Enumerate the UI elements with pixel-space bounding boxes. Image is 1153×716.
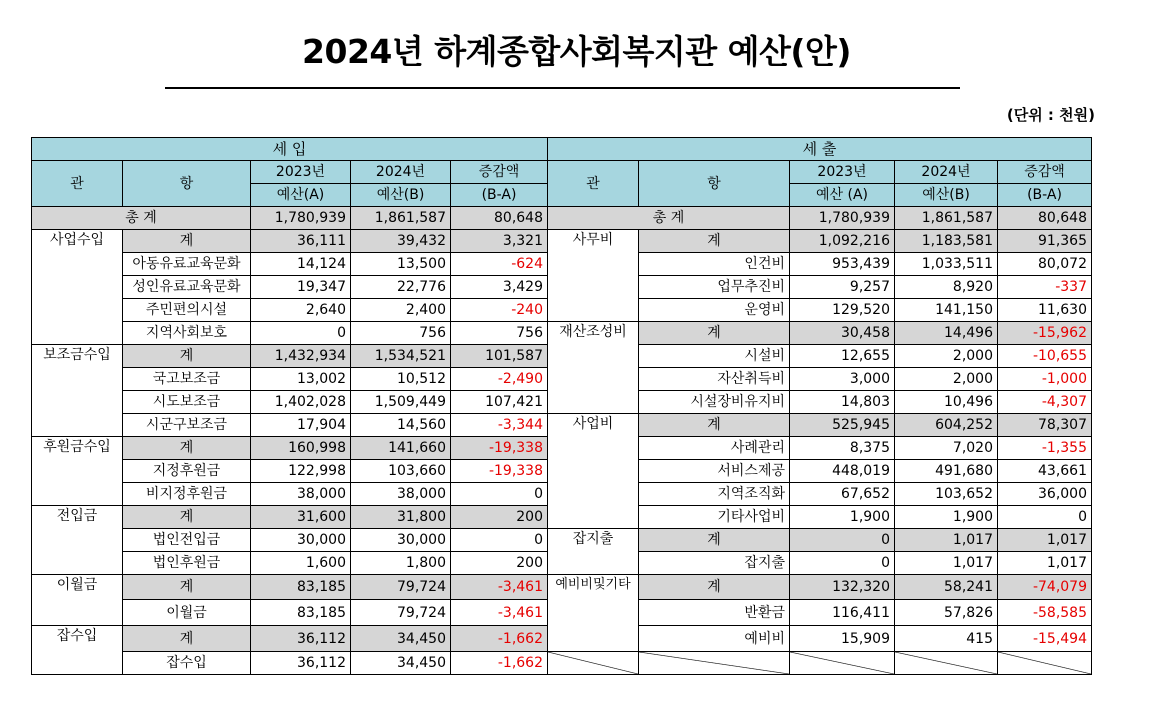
expense-value-2023: 12,655 <box>790 345 895 368</box>
expense-header-2023-year: 2023년 <box>790 161 895 184</box>
income-total-2024: 1,861,587 <box>351 207 451 230</box>
income-item-label: 이월금 <box>123 600 251 626</box>
income-value-diff: 101,587 <box>451 345 548 368</box>
expense-value-2023: 116,411 <box>790 600 895 626</box>
income-value-2024: 103,660 <box>351 460 451 483</box>
income-value-diff: -2,490 <box>451 368 548 391</box>
income-value-diff: -3,461 <box>451 575 548 600</box>
income-value-2024: 1,509,449 <box>351 391 451 414</box>
expense-value-2023: 0 <box>790 529 895 552</box>
expense-header-diff-formula: (B-A) <box>998 184 1092 207</box>
expense-subtotal-label: 계 <box>639 230 790 253</box>
expense-header-gwan: 관 <box>548 161 639 207</box>
expense-value-2024: 14,496 <box>895 322 998 345</box>
expense-value-diff: 78,307 <box>998 414 1092 437</box>
budget-row <box>32 529 1092 552</box>
income-value-2023: 83,185 <box>251 600 351 626</box>
income-value-2024: 39,432 <box>351 230 451 253</box>
expense-value-2023: 15,909 <box>790 626 895 652</box>
expense-subtotal-label: 계 <box>639 575 790 600</box>
income-subtotal-label: 계 <box>123 230 251 253</box>
expense-category: 재산조성비 <box>548 322 639 414</box>
income-value-diff: -19,338 <box>451 437 548 460</box>
income-value-2023: 83,185 <box>251 575 351 600</box>
income-subtotal-label: 계 <box>123 575 251 600</box>
expense-value-2024: 8,920 <box>895 276 998 299</box>
empty-cell-diagonal <box>548 652 639 675</box>
expense-value-2023: 9,257 <box>790 276 895 299</box>
expense-value-2024: 415 <box>895 626 998 652</box>
expense-subtotal-label: 계 <box>639 414 790 437</box>
expense-value-2023: 953,439 <box>790 253 895 276</box>
income-value-2024: 14,560 <box>351 414 451 437</box>
income-value-2024: 30,000 <box>351 529 451 552</box>
column-header-row-1 <box>32 161 1092 184</box>
expense-item-label: 사례관리 <box>639 437 790 460</box>
income-category: 이월금 <box>32 575 123 626</box>
income-value-diff: -19,338 <box>451 460 548 483</box>
income-value-2024: 10,512 <box>351 368 451 391</box>
expense-value-diff: 91,365 <box>998 230 1092 253</box>
expense-header-2023-budget: 예산 (A) <box>790 184 895 207</box>
expense-value-2024: 10,496 <box>895 391 998 414</box>
income-value-2023: 0 <box>251 322 351 345</box>
expense-item-label: 시설장비유지비 <box>639 391 790 414</box>
expense-value-2023: 30,458 <box>790 322 895 345</box>
income-value-2023: 160,998 <box>251 437 351 460</box>
expense-subtotal-label: 계 <box>639 529 790 552</box>
budget-row <box>32 575 1092 600</box>
income-value-2023: 38,000 <box>251 483 351 506</box>
expense-value-2024: 1,900 <box>895 506 998 529</box>
income-value-2024: 34,450 <box>351 652 451 675</box>
empty-cell-diagonal <box>639 652 790 675</box>
income-value-2024: 79,724 <box>351 575 451 600</box>
expense-header-2024-budget: 예산(B) <box>895 184 998 207</box>
income-header-2024-budget: 예산(B) <box>351 184 451 207</box>
expense-value-diff: -15,494 <box>998 626 1092 652</box>
expense-value-2024: 7,020 <box>895 437 998 460</box>
expense-value-diff: -74,079 <box>998 575 1092 600</box>
income-header-2024-year: 2024년 <box>351 161 451 184</box>
income-value-2023: 17,904 <box>251 414 351 437</box>
income-category: 잡수입 <box>32 626 123 675</box>
expense-subtotal-label: 계 <box>639 322 790 345</box>
income-value-2023: 19,347 <box>251 276 351 299</box>
expense-item-label: 운영비 <box>639 299 790 322</box>
income-value-2024: 79,724 <box>351 600 451 626</box>
income-item-label: 잡수입 <box>123 652 251 675</box>
empty-cell-diagonal <box>790 652 895 675</box>
income-item-label: 주민편의시설 <box>123 299 251 322</box>
expense-value-2024: 141,150 <box>895 299 998 322</box>
expense-value-diff: -4,307 <box>998 391 1092 414</box>
page-title: 2024년 하계종합사회복지관 예산(안) <box>302 32 851 71</box>
expense-total-label: 총 계 <box>548 207 790 230</box>
expense-category: 예비비및기타 <box>548 575 639 652</box>
income-item-label: 시도보조금 <box>123 391 251 414</box>
empty-cell-diagonal <box>998 652 1092 675</box>
expense-total-2023: 1,780,939 <box>790 207 895 230</box>
expense-value-diff: 43,661 <box>998 460 1092 483</box>
expense-value-diff: 80,072 <box>998 253 1092 276</box>
expense-value-2024: 604,252 <box>895 414 998 437</box>
expense-item-label: 자산취득비 <box>639 368 790 391</box>
income-value-2024: 31,800 <box>351 506 451 529</box>
expense-total-diff: 80,648 <box>998 207 1092 230</box>
income-value-2024: 13,500 <box>351 253 451 276</box>
expense-value-diff: 1,017 <box>998 529 1092 552</box>
income-value-2023: 13,002 <box>251 368 351 391</box>
budget-row <box>32 414 1092 437</box>
expense-value-2023: 1,900 <box>790 506 895 529</box>
income-value-2024: 141,660 <box>351 437 451 460</box>
income-total-diff: 80,648 <box>451 207 548 230</box>
expense-value-2024: 58,241 <box>895 575 998 600</box>
expense-value-diff: -58,585 <box>998 600 1092 626</box>
income-item-label: 성인유료교육문화 <box>123 276 251 299</box>
budget-table-body <box>32 138 1092 675</box>
expense-value-diff: 1,017 <box>998 552 1092 575</box>
income-value-2023: 122,998 <box>251 460 351 483</box>
expense-value-2023: 1,092,216 <box>790 230 895 253</box>
income-value-diff: 200 <box>451 506 548 529</box>
section-header-row <box>32 138 1092 161</box>
income-value-2023: 36,111 <box>251 230 351 253</box>
expense-value-diff: 11,630 <box>998 299 1092 322</box>
income-value-2024: 22,776 <box>351 276 451 299</box>
income-value-diff: -3,344 <box>451 414 548 437</box>
income-value-diff: -1,662 <box>451 652 548 675</box>
income-value-2023: 30,000 <box>251 529 351 552</box>
expense-item-label: 지역조직화 <box>639 483 790 506</box>
expense-value-2024: 2,000 <box>895 368 998 391</box>
income-item-label: 지정후원금 <box>123 460 251 483</box>
budget-table <box>31 137 1092 675</box>
income-total-2023: 1,780,939 <box>251 207 351 230</box>
income-subtotal-label: 계 <box>123 506 251 529</box>
income-header-diff-formula: (B-A) <box>451 184 548 207</box>
expense-header-2024-year: 2024년 <box>895 161 998 184</box>
income-category: 전입금 <box>32 506 123 575</box>
expense-value-2023: 67,652 <box>790 483 895 506</box>
expense-item-label: 업무추진비 <box>639 276 790 299</box>
expense-header-diff: 증감액 <box>998 161 1092 184</box>
expense-total-2024: 1,861,587 <box>895 207 998 230</box>
expense-value-2024: 1,017 <box>895 529 998 552</box>
expense-value-2024: 1,033,511 <box>895 253 998 276</box>
expense-item-label: 기타사업비 <box>639 506 790 529</box>
expense-item-label: 서비스제공 <box>639 460 790 483</box>
income-value-diff: 3,429 <box>451 276 548 299</box>
unit-label: (단위 : 천원) <box>1006 106 1095 124</box>
income-value-2023: 36,112 <box>251 626 351 652</box>
total-row <box>32 207 1092 230</box>
expense-value-diff: -1,000 <box>998 368 1092 391</box>
income-item-label: 법인전입금 <box>123 529 251 552</box>
expense-item-label: 예비비 <box>639 626 790 652</box>
expense-value-diff: -337 <box>998 276 1092 299</box>
expense-item-label: 인건비 <box>639 253 790 276</box>
income-item-label: 비지정후원금 <box>123 483 251 506</box>
budget-row <box>32 230 1092 253</box>
income-value-2023: 31,600 <box>251 506 351 529</box>
income-header-diff: 증감액 <box>451 161 548 184</box>
expense-item-label: 잡지출 <box>639 552 790 575</box>
income-value-2024: 1,800 <box>351 552 451 575</box>
income-value-diff: 0 <box>451 483 548 506</box>
income-item-label: 법인후원금 <box>123 552 251 575</box>
income-header-2023-budget: 예산(A) <box>251 184 351 207</box>
expense-value-2023: 129,520 <box>790 299 895 322</box>
expense-value-diff: -10,655 <box>998 345 1092 368</box>
income-value-2023: 36,112 <box>251 652 351 675</box>
expense-value-2023: 525,945 <box>790 414 895 437</box>
expense-value-2023: 3,000 <box>790 368 895 391</box>
income-value-diff: 3,321 <box>451 230 548 253</box>
income-value-2023: 14,124 <box>251 253 351 276</box>
expense-value-2024: 103,652 <box>895 483 998 506</box>
empty-cell-diagonal <box>895 652 998 675</box>
expense-value-2023: 0 <box>790 552 895 575</box>
income-value-2024: 1,534,521 <box>351 345 451 368</box>
income-value-diff: -624 <box>451 253 548 276</box>
expense-value-diff: -1,355 <box>998 437 1092 460</box>
income-value-2023: 1,432,934 <box>251 345 351 368</box>
income-header-2023-year: 2023년 <box>251 161 351 184</box>
expense-value-diff: 36,000 <box>998 483 1092 506</box>
income-value-diff: 200 <box>451 552 548 575</box>
expense-section-header: 세 출 <box>548 138 1092 161</box>
income-subtotal-label: 계 <box>123 345 251 368</box>
expense-item-label: 반환금 <box>639 600 790 626</box>
income-subtotal-label: 계 <box>123 437 251 460</box>
income-value-diff: 756 <box>451 322 548 345</box>
income-total-label: 총 계 <box>32 207 251 230</box>
income-value-2024: 34,450 <box>351 626 451 652</box>
expense-header-hang: 항 <box>639 161 790 207</box>
income-value-diff: 107,421 <box>451 391 548 414</box>
income-value-2023: 1,402,028 <box>251 391 351 414</box>
income-value-diff: 0 <box>451 529 548 552</box>
income-item-label: 국고보조금 <box>123 368 251 391</box>
income-item-label: 지역사회보호 <box>123 322 251 345</box>
income-value-2023: 2,640 <box>251 299 351 322</box>
expense-value-2024: 491,680 <box>895 460 998 483</box>
income-value-diff: -240 <box>451 299 548 322</box>
income-header-gwan: 관 <box>32 161 123 207</box>
income-item-label: 아동유료교육문화 <box>123 253 251 276</box>
income-category: 사업수입 <box>32 230 123 345</box>
income-value-2024: 756 <box>351 322 451 345</box>
income-value-diff: -3,461 <box>451 600 548 626</box>
income-item-label: 시군구보조금 <box>123 414 251 437</box>
expense-value-diff: -15,962 <box>998 322 1092 345</box>
title-underline <box>165 87 960 89</box>
income-subtotal-label: 계 <box>123 626 251 652</box>
expense-value-2023: 132,320 <box>790 575 895 600</box>
income-section-header: 세 입 <box>32 138 548 161</box>
expense-value-2024: 57,826 <box>895 600 998 626</box>
expense-item-label: 시설비 <box>639 345 790 368</box>
expense-value-2024: 2,000 <box>895 345 998 368</box>
budget-row <box>32 322 1092 345</box>
income-header-hang: 항 <box>123 161 251 207</box>
expense-category: 사무비 <box>548 230 639 322</box>
expense-value-diff: 0 <box>998 506 1092 529</box>
income-value-2024: 2,400 <box>351 299 451 322</box>
expense-value-2023: 448,019 <box>790 460 895 483</box>
expense-value-2023: 8,375 <box>790 437 895 460</box>
budget-row <box>32 652 1092 675</box>
expense-value-2024: 1,183,581 <box>895 230 998 253</box>
expense-value-2024: 1,017 <box>895 552 998 575</box>
expense-category: 잡지출 <box>548 529 639 575</box>
expense-value-2023: 14,803 <box>790 391 895 414</box>
income-value-diff: -1,662 <box>451 626 548 652</box>
income-category: 후원금수입 <box>32 437 123 506</box>
income-value-2024: 38,000 <box>351 483 451 506</box>
income-category: 보조금수입 <box>32 345 123 437</box>
expense-category: 사업비 <box>548 414 639 529</box>
income-value-2023: 1,600 <box>251 552 351 575</box>
